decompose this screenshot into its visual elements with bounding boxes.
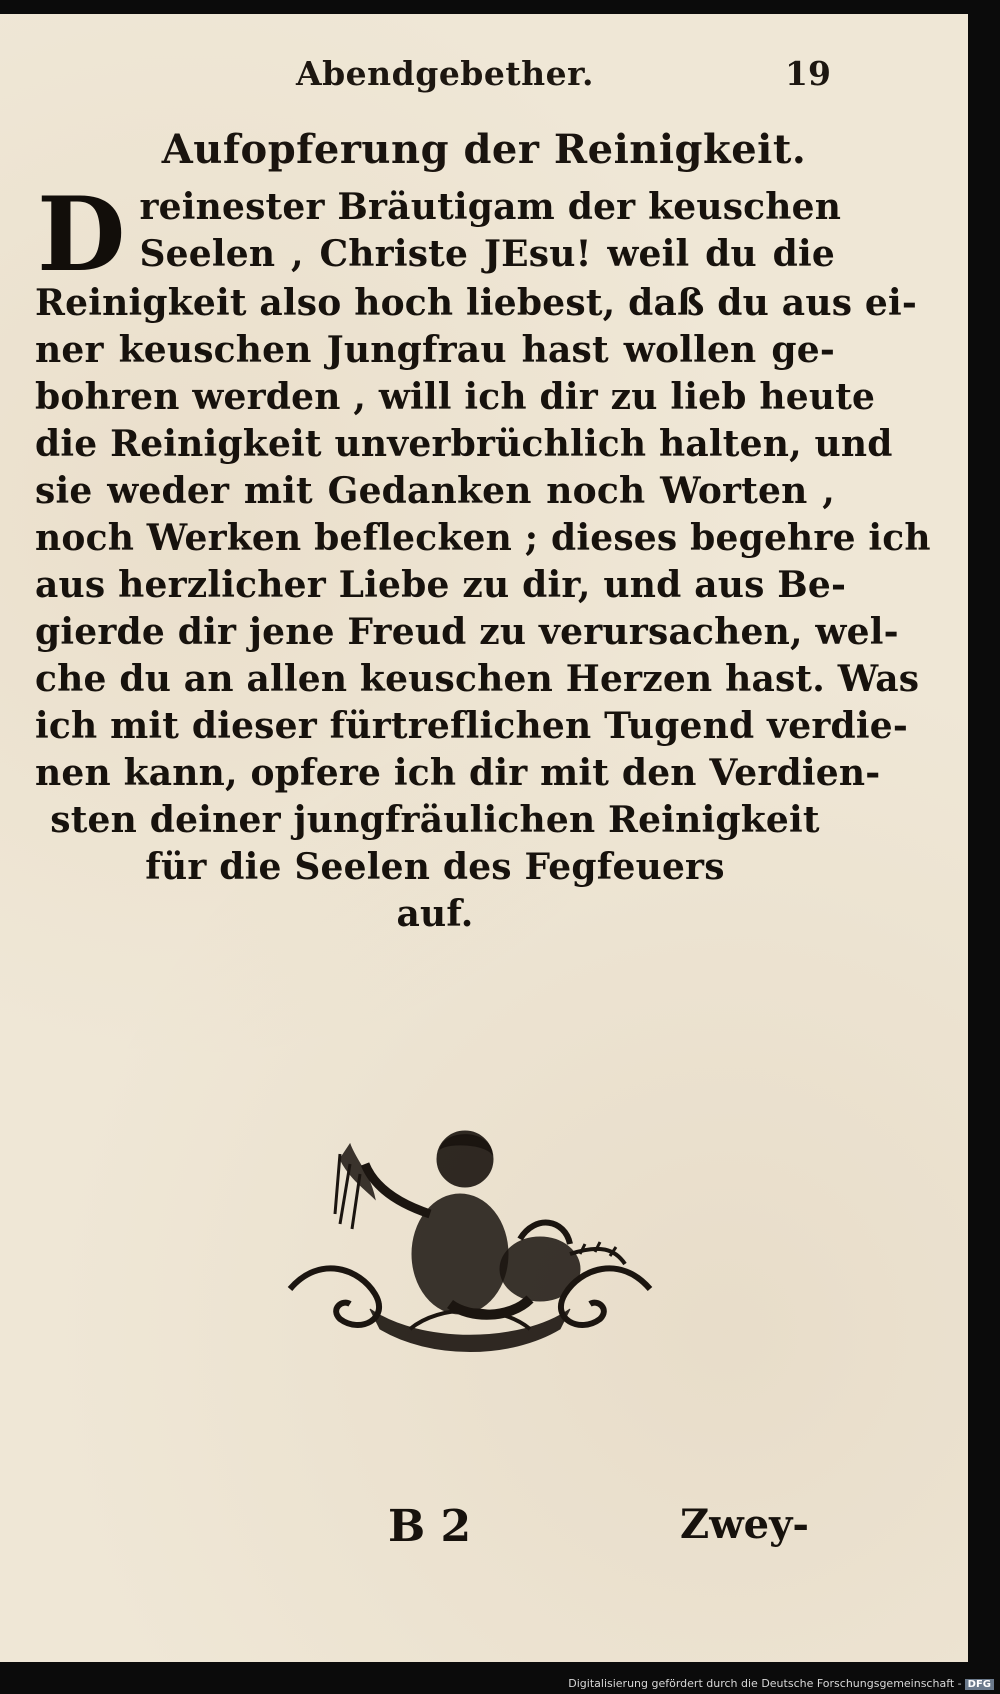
text-line: che du an allen keuschen Herzen hast. Was — [35, 658, 920, 700]
text-line: ner keuschen Jungfrau hast wollen ge- — [35, 329, 835, 371]
cherub-vignette — [280, 1104, 660, 1374]
section-title: Aufopferung der Reinigkeit. — [161, 126, 807, 173]
credit-text: Digitalisierung gefördert durch die Deutsche Forschungsgemeinschaft - — [568, 1677, 962, 1690]
running-head: Abendgebether. — [296, 54, 594, 93]
signature-mark: B 2 — [388, 1501, 472, 1552]
closing-line: sten deiner jungfräulichen Reinigkeit — [50, 799, 820, 841]
drop-cap-initial: D — [37, 175, 126, 295]
dfg-logo: DFG — [965, 1679, 994, 1690]
page-number: 19 — [785, 54, 831, 93]
book-page — [0, 14, 968, 1662]
closing-line: auf. — [396, 893, 474, 935]
digitization-credit — [568, 1677, 994, 1690]
text-line: reinester Bräutigam der keuschen — [139, 186, 842, 228]
text-line: ich mit dieser fürtreflichen Tugend verdie- — [35, 705, 909, 747]
text-line: noch Werken beflecken ; dieses begehre ich — [35, 517, 931, 559]
text-line: nen kann, opfere ich dir mit den Verdien- — [35, 752, 881, 794]
prayer-text — [35, 175, 931, 938]
text-line: Seelen , Christe JEsu! weil du die — [139, 233, 835, 275]
text-line: gierde dir jene Freud zu verursachen, wel- — [35, 611, 899, 653]
text-line: aus herzlicher Liebe zu dir, und aus Be- — [35, 564, 847, 606]
text-line: die Reinigkeit unverbrüchlich halten, und — [35, 423, 893, 465]
text-line: sie weder mit Gedanken noch Worten , — [35, 470, 835, 512]
text-line: Reinigkeit also hoch liebest, daß du aus ei- — [35, 282, 918, 324]
text-line: bohren werden , will ich dir zu lieb heute — [35, 376, 876, 418]
closing-line: für die Seelen des Fegfeuers — [145, 846, 725, 888]
catchword: Zwey- — [680, 1501, 809, 1548]
